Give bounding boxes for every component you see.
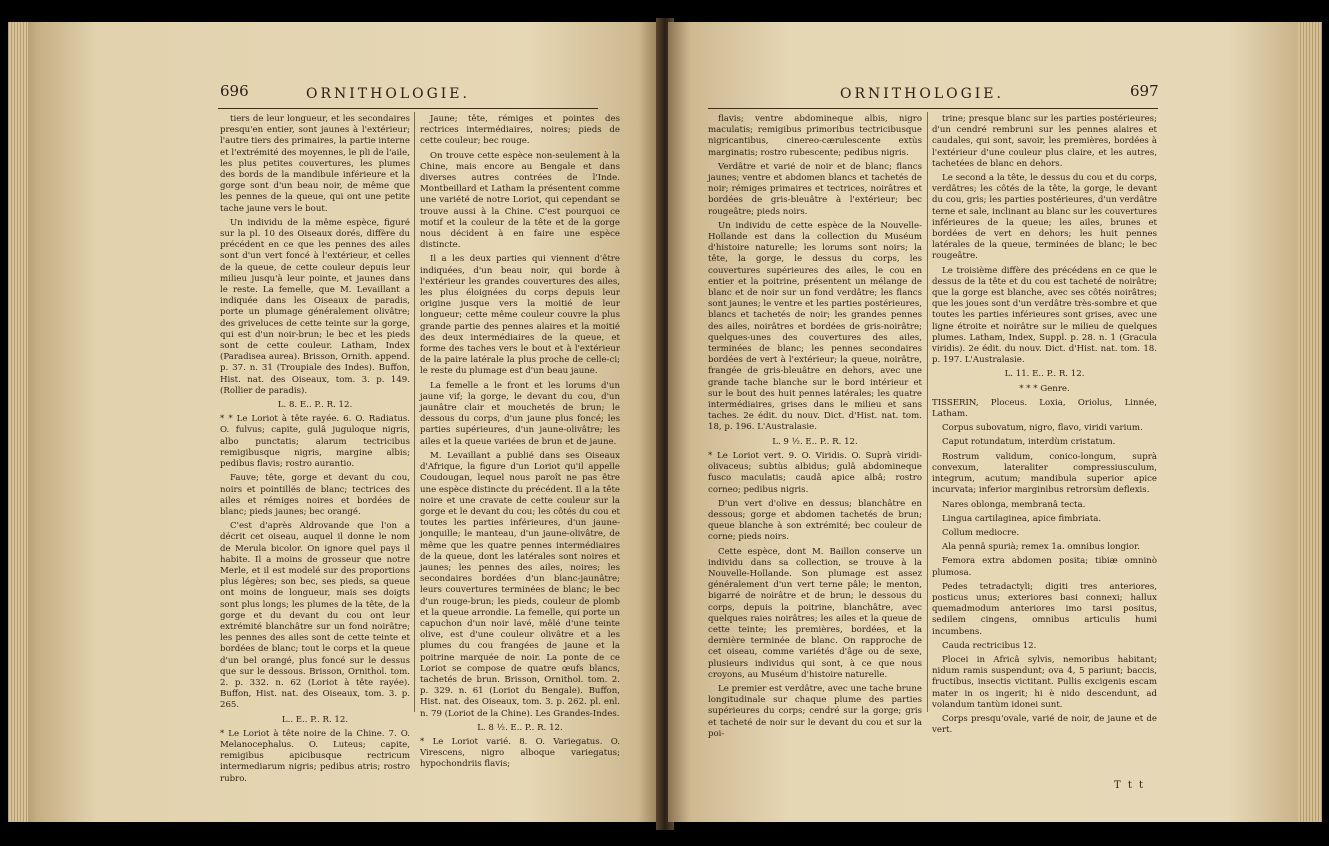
left-page — [8, 22, 662, 822]
lc2-paragraph: On trouve cette espèce non-seulement à la Chine, mais encore au Bengale et dans diverses autres contrées de l'Inde. Montbeillard et Latham la présentent comme une variété de notre Loriot, qui cependant se trouve aussi à la Chine. C'est pourquoi ce motif et la couleur de la tête et de la gorge nous décident à en faire une espèce distincte. — [420, 150, 620, 251]
right-head-rule — [708, 108, 1158, 109]
rc2-paragraph: Lingua cartilaginea, apice fimbriata. — [942, 513, 1102, 524]
lc1-paragraph: * Le Loriot à tête noire de la Chine. 7. O. Melanocephalus. O. Luteus; capite, remigibus apicibusque rectricum intermediarum nigris; pedibus atris; rostro rubro. — [220, 728, 410, 784]
lc2-paragraph: Jaune; tête, rémiges et pointes des rectrices intermédiaires, noires; pieds de cette couleur; bec rouge. — [420, 114, 620, 147]
rc2-paragraph: Corpus subovatum, nigro, flavo, viridi varium. — [942, 423, 1143, 434]
rc2-paragraph: Plocei in Africâ sylvis, nemoribus habitant; nidum ramis suspendunt; ova 4, 5 pariunt; baccis, fructibus, insectis victitant. Pullis excigenis escam mater in os ingerit; hi è nido descendunt, ad volandum tantùm idonei sunt. — [932, 654, 1157, 710]
lc2-paragraph: Il a les deux parties qui viennent d'être indiquées, d'un beau noir, qui borde à l'extérieur les grandes couvertures des ailes, les plus éloignées du corps depuis leur origine jusque vers la moitié de leur longueur; cette même couleur couvre la plus grande partie des pennes alaires et la moitié des deux intermédiaires de la queue, et forme des taches vers le bout et à l'extérieur de la paire latérale la plus proche de celle-ci; le reste du plumage est d'un beau jaune. — [420, 254, 620, 377]
left-page-number: 696 — [220, 82, 249, 100]
rc2-paragraph: L. 11. E.. P.. R. 12. — [1004, 369, 1085, 380]
lc1-paragraph: L. 8. E.. P.. R. 12. — [277, 400, 353, 411]
lc1-paragraph: * * Le Loriot à tête rayée. 6. O. Radiatus. O. fulvus; capite, gulâ juguloque nigris, albo punctatis; alarum tectricibus remigibusque nigris, margine albis; pedibus flavis; rostro aurantio. — [220, 414, 410, 470]
left-column-divider — [414, 112, 415, 712]
rc2-paragraph: Le troisième diffère des précédens en ce que le dessus de la tête et du cou est tacheté de noirâtre; que la gorge est blanche, avec ses côtés noirâtres; que les joues sont d'un verdâtre très-sombre et que toutes les parties inférieures sont grises, avec une ligne étroite et noirâtre sur le milieu de quelques plumes. Latham, Index, Suppl. p. 28. n. 1 (Gracula viridis). 2e édit. du nouv. Dict. d'Hist. nat. tom. 18. p. 197. L'Australasie. — [932, 265, 1157, 366]
rc1-paragraph: flavis; ventre abdomineque albis, nigro maculatis; remigibus primoribus tectricibusque nigricantibus, cinereo-cærulescente extùs marginatis; rostro rubescente; pedibus nigris. — [708, 114, 922, 158]
signature-mark: T t t — [1114, 780, 1146, 791]
right-column-divider — [927, 112, 928, 712]
right-page-edge — [1298, 22, 1322, 822]
left-head-rule — [218, 108, 598, 109]
rc1-paragraph: Un individu de cette espèce de la Nouvelle-Hollande est dans la collection du Muséum d'histoire naturelle; les lorums sont noirs; la tête, la gorge, le dessus du corps, les couvertures supérieures des ailes, le cou en entier et la poitrine, présentent un mélange de blanc et de noir sur un fond verdâtre; les flancs sont jaunes; le ventre et les parties postérieures, blancs et tachetés de noir; les grandes pennes des ailes, noirâtres et bordées de gris-noirâtre; quelques-unes des couvertures des ailes, terminées de blanc; les pennes secondaires bordées de vert à l'extérieur; la queue, noirâtre, frangée de gris-bleuâtre en dehors, avec une grande tache blanche sur le bord intérieur et sur le bout des huit pennes latérales; les quatre intermédiaires, grises dans le milieu et sans taches. 2e édit. du nouv. Dict. d'Hist. nat. tom. 18, p. 196. L'Australasie. — [708, 220, 922, 433]
rc2-paragraph: Le second a la tête, le dessus du cou et du corps, verdâtres; les côtés de la tête, la gorge, le devant du cou, gris; les parties postérieures, d'un verdâtre terne et sale, inclinant au blanc sur les couvertures inférieures de la queue; les ailes, brunes et bordées de vert en dehors; les huit pennes latérales de la queue, terminées de blanc; le bec rougeâtre. — [932, 173, 1157, 262]
left-page-edge — [8, 22, 28, 822]
left-running-head: ORNITHOLOGIE. — [306, 86, 470, 102]
rc2-paragraph: Pedes tetradactyli; digiti tres anteriores, posticus unus; exteriores basi connexi; hallux quemadmodum anteriores imo tarsi positus, sedilem cingens, omnibus articulis humi incumbens. — [932, 581, 1157, 637]
right-running-head: ORNITHOLOGIE. — [840, 86, 1004, 102]
lc1-paragraph: tiers de leur longueur, et les secondaires presqu'en entier, sont jaunes à l'extérieur; l'autre tiers des primaires, la partie interne et l'extrémité des moyennes, le pli de l'aile, les plus petites couvertures, les plumes des bords de la mandibule inférieure et la gorge sont d'un beau noir, de même que les pennes de la queue, qui ont une petite tache jaune vers le bout. — [220, 114, 410, 214]
rc2-paragraph: Nares oblonga, membranâ tecta. — [942, 499, 1086, 510]
right-page-number: 697 — [1130, 82, 1159, 100]
rc1-paragraph: L. 9 ½. E.. P.. R. 12. — [772, 436, 858, 447]
lc2-paragraph: * Le Loriot varié. 8. O. Variegatus. O. Virescens, nigro alboque variegatus; hypochondriis flavis; — [420, 736, 620, 770]
rc2-paragraph: Femora extra abdomen posita; tibiæ omninò plumosa. — [932, 556, 1157, 578]
rc2-paragraph: Collum mediocre. — [942, 527, 1020, 538]
rc1-paragraph: * Le Loriot vert. 9. O. Viridis. O. Suprà viridi-olivaceus; subtùs albidus; gulâ abdomineque fusco maculatis; caudâ apice albâ; rostro corneo; pedibus nigris. — [708, 450, 922, 495]
left-column-1 — [220, 114, 410, 788]
rc2-paragraph: Caput rotundatum, interdùm cristatum. — [942, 437, 1116, 448]
right-column-1 — [708, 114, 922, 743]
rc2-paragraph: TISSERIN, Ploceus. Loxia, Oriolus, Linnée, Latham. — [932, 397, 1157, 420]
lc1-paragraph: L.. E.. P.. R. 12. — [281, 714, 349, 725]
right-page — [668, 22, 1322, 822]
lc1-paragraph: C'est d'après Aldrovande que l'on a décrit cet oiseau, auquel il donne le nom de Merula bicolor. On ignore quel pays il habite. Il a moins de grosseur que notre Merle, et il est modelé sur des proportions plus légères; son bec, ses pieds, sa queue ont moins de longueur, mais ses doigts sont plus longs; les plumes de la tête, de la gorge et du devant du cou ont leur extrémité blanchâtre sur un fond noirâtre; les pennes des ailes sont de cette teinte et bordées de blanc; tout le corps et la queue d'un bel orangé, plus foncé sur le dessus que sur le dessous. Brisson, Ornithol. tom. 2. p. 332. n. 62 (Loriot à tête rayée). Buffon, Hist. nat. des Oiseaux, tom. 3. p. 265. — [220, 521, 410, 711]
right-column-2 — [932, 114, 1157, 739]
open-book — [8, 18, 1322, 830]
rc2-paragraph: trine; presque blanc sur les parties postérieures; d'un cendré rembruni sur les pennes alaires et caudales, qui sont, savoir, les premières, bordées à l'extérieur d'une couleur plus claire, et les autres, tachetées de blanc en dehors. — [932, 114, 1157, 169]
rc2-paragraph: Rostrum validum, conico-longum, suprà convexum, lateraliter compressiusculum, integrum, acutum; mandibula superior apice incurvata; inferior marginibus retrorsùm deflexis. — [932, 451, 1157, 496]
rc1-paragraph: Verdâtre et varié de noir et de blanc; flancs jaunes; ventre et abdomen blancs et tachetés de noir; rémiges primaires et tectrices, noirâtres et bordées de gris-bleuâtre à l'extérieur; bec rougeâtre; pieds noirs. — [708, 161, 922, 217]
rc2-paragraph: Corps presqu'ovale, varié de noir, de jaune et de vert. — [932, 713, 1157, 736]
lc1-paragraph: Un individu de la même espèce, figuré sur la pl. 10 des Oiseaux dorés, diffère du précédent en ce que les pennes des ailes sont d'un vert foncé à l'extérieur, et celles de la queue, de cette couleur depuis leur milieu jusqu'à leur pointe, et jaunes dans le reste. La femelle, que M. Levaillant a indiquée dans les Oiseaux de paradis, porte un plumage généralement olivâtre; des griveluces de cette teinte sur la gorge, qui est d'un noir-brun; le bec et les pieds sont de cette couleur. Latham, Index (Paradisea aurea). Brisson, Ornith. append. p. 37. n. 31 (Troupiale des Indes). Buffon, Hist. nat. des Oiseaux, tom. 3. p. 149. (Rollier de paradis). — [220, 217, 410, 396]
rc1-paragraph: Le premier est verdâtre, avec une tache brune longitudinale sur chaque plume des parties supérieures du corps; cendré sur la gorge; gris et tacheté de noir sur le devant du cou et sur la poi- — [708, 683, 922, 739]
rc1-paragraph: D'un vert d'olive en dessus; blanchâtre en dessous; gorge et abdomen tachetés de brun; queue blanche à son extrémité; bec couleur de corne; pieds noirs. — [708, 498, 922, 543]
lc2-paragraph: L. 8 ½. E.. P.. R. 12. — [477, 722, 563, 733]
lc2-paragraph: La femelle a le front et les lorums d'un jaune vif; la gorge, le devant du cou, d'un jaunâtre clair et mouchetés de brun; le dessous du corps, d'un jaune plus foncé; les parties supérieures, d'un jaune-olivâtre; les ailes et la queue variées de brun et de jaune. — [420, 380, 620, 447]
lc1-paragraph: Fauve; tête, gorge et devant du cou, noirs et pointillés de blanc; tectrices des ailes et rémiges noires et bordées de blanc; pieds jaunes; bec orangé. — [220, 473, 410, 517]
lc2-paragraph: M. Levaillant a publié dans ses Oiseaux d'Afrique, la figure d'un Loriot qu'il appelle Coudougan, lequel nous paroît ne pas être une espèce distincte du précédent. Il a la tête noire et une cravate de cette couleur sur la gorge et le devant du cou; les côtés du cou et toutes les parties inférieures, d'un jaune-jonquille; le manteau, d'un jaune-olivâtre, de même que les quatre pennes intermédiaires de la queue, dont les latérales sont noires et jaunes; les pennes des ailes, noires; les secondaires bordées d'un blanc-jaunâtre; leurs couvertures terminées de blanc; le bec d'un rouge-brun; les pieds, couleur de plomb et la queue arrondie. La femelle, qui porte un capuchon d'un noir lavé, mêlé d'une teinte olive, est d'une couleur olivâtre et a les plumes du cou frangées de jaune et la poitrine marquée de noir. La ponte de ce Loriot se compose de quatre œufs blancs, tachetés de brun. Brisson, Ornithol. tom. 2. p. 329. n. 61 (Loriot du Bengale). Buffon, Hist. nat. des Oiseaux, tom. 3. p. 262. pl. enl. n. 79 (Loriot de la Chine). Les Grandes-Indes. — [420, 450, 620, 719]
rc2-paragraph: Ala pennâ spurià; remex 1a. omnibus longior. — [942, 542, 1140, 553]
rc2-paragraph: * * * Genre. — [1019, 383, 1070, 394]
rc1-paragraph: Cette espèce, dont M. Baillon conserve un individu dans sa collection, se trouve à la Nouvelle-Hollande. Son plumage est assez généralement d'un vert terne pâle; le menton, bigarré de noirâtre et de brun; le dessous du corps, depuis la poitrine, blanchâtre, avec quelques raies noirâtres; les ailes et la queue de cette teinte; les premières, bordées, et la dernière terminée de blanc. On rapproche de cet oiseau, comme variétés d'âge ou de sexe, plusieurs individus qui sont, à ce que nous croyons, au Muséum d'histoire naturelle. — [708, 546, 922, 680]
rc2-paragraph: Cauda rectricibus 12. — [942, 640, 1037, 651]
left-column-2 — [420, 114, 620, 774]
